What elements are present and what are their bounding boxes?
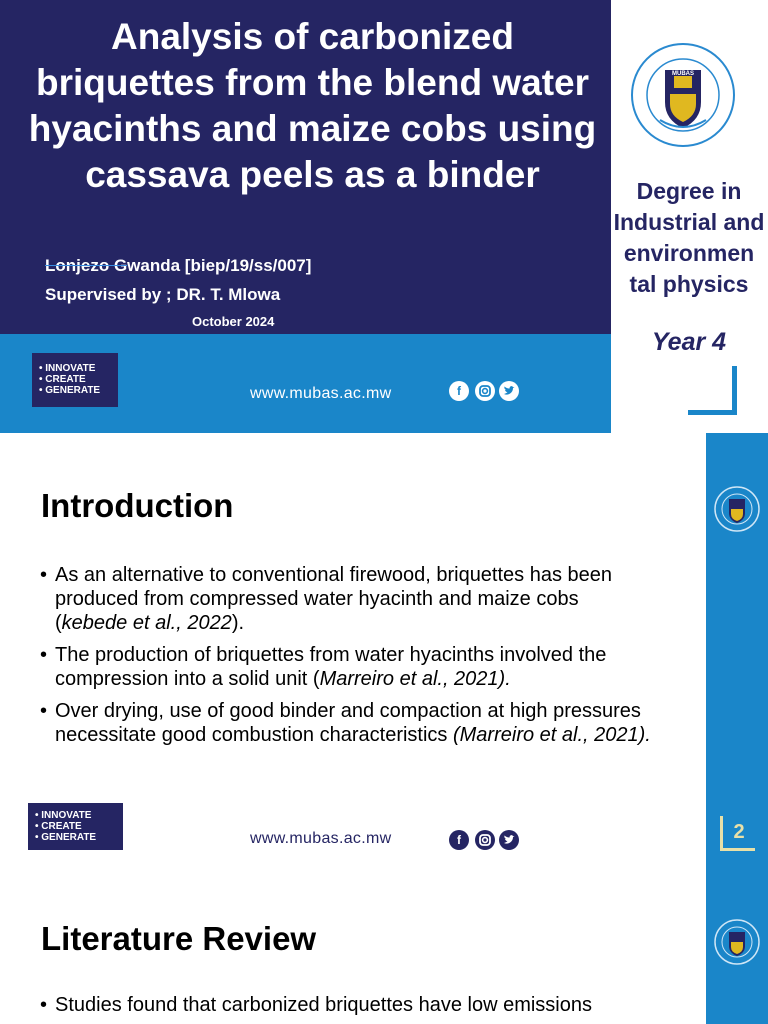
presentation-title: Analysis of carbonized briquettes from the blend water hyacinths and maize cobs using cassava peels as a binder	[28, 16, 597, 195]
literature-review-heading: Literature Review	[41, 920, 317, 957]
bullet-text: Over drying, use of good binder and compaction at high pressures necessitate good combustion characteristics	[55, 700, 641, 746]
facebook-icon[interactable]: f	[449, 381, 469, 401]
list-item	[40, 563, 655, 635]
badge-line-generate: • GENERATE	[35, 832, 97, 843]
author-line	[45, 256, 311, 276]
list-item	[40, 699, 655, 747]
twitter-icon[interactable]	[499, 830, 519, 850]
innovate-badge	[28, 803, 123, 850]
university-logo	[630, 42, 736, 148]
bullet-glyph: •	[40, 700, 48, 722]
instagram-icon[interactable]	[475, 381, 495, 401]
bullet-text: As an alternative to conventional firewood, briquettes has been produced from compressed water hyacinth and maize cobs (	[55, 564, 613, 634]
page-number: 2	[720, 816, 755, 851]
author-name-rest: wanda [biep/19/ss/007]	[127, 256, 312, 275]
bullet-text: The production of briquettes from water hyacinths involved the compression into a solid unit (	[55, 644, 607, 690]
badge-line-create: • CREATE	[39, 374, 86, 385]
literature-review-list	[40, 993, 655, 1017]
svg-text:MUBAS: MUBAS	[672, 71, 694, 77]
badge-line-generate: • GENERATE	[39, 385, 101, 396]
innovate-badge	[32, 353, 118, 407]
introduction-heading: Introduction	[41, 487, 234, 524]
website-link[interactable]: www.mubas.ac.mw	[250, 385, 392, 402]
instagram-icon[interactable]	[475, 830, 495, 850]
badge-line-innovate: • INNOVATE	[35, 810, 92, 821]
citation: kebede et al., 2022	[61, 612, 232, 634]
introduction-list	[40, 563, 655, 755]
bullet-tail: ).	[231, 612, 245, 634]
degree-label: Degree in Industrial and environmen tal physics	[613, 178, 765, 297]
author-name-struck: Lonjezo G	[45, 256, 128, 275]
list-item	[40, 643, 655, 691]
citation: (Marreiro et al., 2021).	[452, 724, 651, 746]
badge-line-innovate: • INNOVATE	[39, 363, 96, 374]
badge-line-create: • CREATE	[35, 821, 82, 832]
citation: Marreiro et al., 2021).	[319, 668, 511, 690]
bullet-text: Studies found that carbonized briquettes have low emissions	[55, 994, 592, 1016]
twitter-icon[interactable]	[499, 381, 519, 401]
year-label: Year 4	[651, 328, 727, 356]
sidebar-logo-top	[713, 485, 761, 538]
sidebar-logo-bottom	[713, 918, 761, 971]
presentation-date: October 2024	[192, 314, 275, 329]
facebook-icon[interactable]: f	[449, 830, 469, 850]
bullet-glyph: •	[40, 994, 48, 1016]
bullet-glyph: •	[40, 644, 48, 666]
bullet-glyph: •	[40, 564, 48, 586]
corner-decoration	[688, 366, 737, 415]
supervisor-line: Supervised by ; DR. T. Mlowa	[45, 285, 281, 304]
website-link[interactable]: www.mubas.ac.mw	[250, 830, 392, 847]
list-item	[40, 993, 655, 1017]
